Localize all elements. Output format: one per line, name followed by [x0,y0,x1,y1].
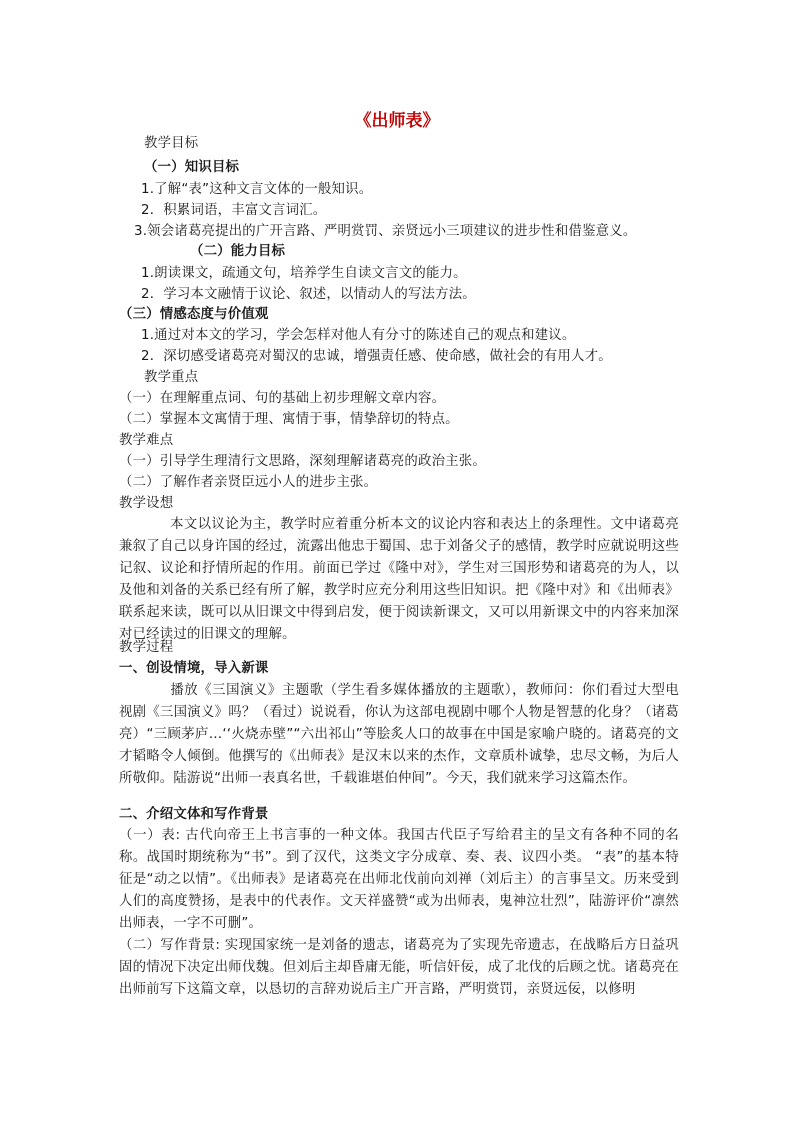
section-1-heading: 一、创设情境，导入新课 [119,661,269,676]
teaching-idea-text: 本文以议论为主，教学时应着重分析本文的议论内容和表达上的条理性。文中诸葛亮兼叙了自己以身许国的经过，流露出他忠于蜀国、忠于刘备父子的感情，教学时应就说明这些记叙、议论和抒情所起的作用。前面已学过《隆中对》，学生对三国形势和诸葛亮的为人，以及他和刘备的关系已经有所了解，教学时应充分利用这些旧知识。把《隆中对》和《出师表》联系起来读，既可以从旧课文中得到启发，便于阅读新课文，又可以用新课文中的内容来加深对已经读过的旧课文的理解。 [119,517,679,642]
emotion-heading: （三）情感态度与价值观 [119,307,269,322]
ability-item-1: 1.朗读课文，疏通文句，培养学生自读文言文的能力。 [141,266,467,281]
knowledge-item-1: 1.了解“表”这种文言文体的一般知识。 [141,182,373,197]
emotion-item-1: 1.通过对本文的学习，学会怎样对他人有分寸的陈述自己的观点和建议。 [141,328,576,343]
key-point-1: （一）在理解重点词、句的基础上初步理解文章内容。 [119,391,446,406]
knowledge-heading: （一）知识目标 [144,160,240,175]
ability-item-2: 2．学习本文融情于议论、叙述，以情动人的写法方法。 [141,287,476,302]
teaching-idea-heading: 教学设想 [119,496,174,511]
teaching-idea-paragraph [119,514,679,646]
goal-heading: 教学目标 [144,136,199,151]
emotion-item-2: 2．深切感受诸葛亮对蜀汉的忠诚，增强责任感、使命感，做社会的有用人才。 [141,349,612,364]
process-heading: 教学过程 [119,640,174,655]
document-title: 《出师表》 [354,111,440,131]
section-1-text: 播放《三国演义》主题歌（学生看多媒体播放的主题歌），教师问：你们看过大型电视剧《三国演义》吗？（看过）说说看，你认为这部电视剧中哪个人物是智慧的化身？（诸葛亮）“三顾茅庐…‘‘火烧赤壁”“六出祁山”等脍炙人口的故事在中国是家喻户晓的。诸葛亮的文才韬略令人倾倒。他撰写的《出师表》是汉末以来的杰作，文章质朴诚挚，忠尽文畅，为后人所敬仰。陆游说“出师一表真名世，千载谁堪伯仲间”。今天，我们就来学习这篇杰作。 [119,683,679,786]
section-2-background-paragraph: （二）写作背景: 实现国家统一是刘备的遗志，诸葛亮为了实现先帝遗志，在战略后方日益巩固的情况下决定出师伐魏。但刘后主却昏庸无能，听信奸佞，成了北伐的后顾之忧。诸葛亮在出师前写下这篇文章，以恳切的言辞劝说后主广开言路，严明赏罚，亲贤远佞，以修明 [119,938,679,997]
difficulty-2: （二）了解作者亲贤臣远小人的进步主张。 [119,475,378,490]
difficulty-1: （一）引导学生理清行文思路，深刻理解诸葛亮的政治主张。 [119,454,486,469]
knowledge-item-3: 3.领会诸葛亮提出的广开言路、严明赏罚、亲贤远小三项建议的进步性和借鉴意义。 [134,224,637,239]
section-1-paragraph [119,680,679,790]
difficulties-heading: 教学难点 [119,433,174,448]
knowledge-item-2: 2．积累词语，丰富文言词汇。 [141,203,327,218]
key-points-heading: 教学重点 [144,370,199,385]
section-2-heading: 二、介绍文体和写作背景 [119,807,269,822]
section-2-genre-paragraph: （一）表: 古代向帝王上书言事的一种文体。我国古代臣子写给君主的呈文有各种不同的名称。战国时期统称为“书”。到了汉代，这类文字分成章、奏、表、议四小类。 “表”的基本特征是“动之以情”。《出师表》是诸葛亮在出师北伐前向刘禅（刘后主）的言事呈文。历来受到人们的高度赞扬，是表中的代表作。文天祥盛赞“或为出师表，鬼神泣壮烈”，陆游评价“凛然出师表，一字不可删”。 [119,828,679,931]
key-point-2: （二）掌握本文寓情于理、寓情于事，情挚辞切的特点。 [119,412,459,427]
ability-heading: （二）能力目标 [190,244,286,259]
